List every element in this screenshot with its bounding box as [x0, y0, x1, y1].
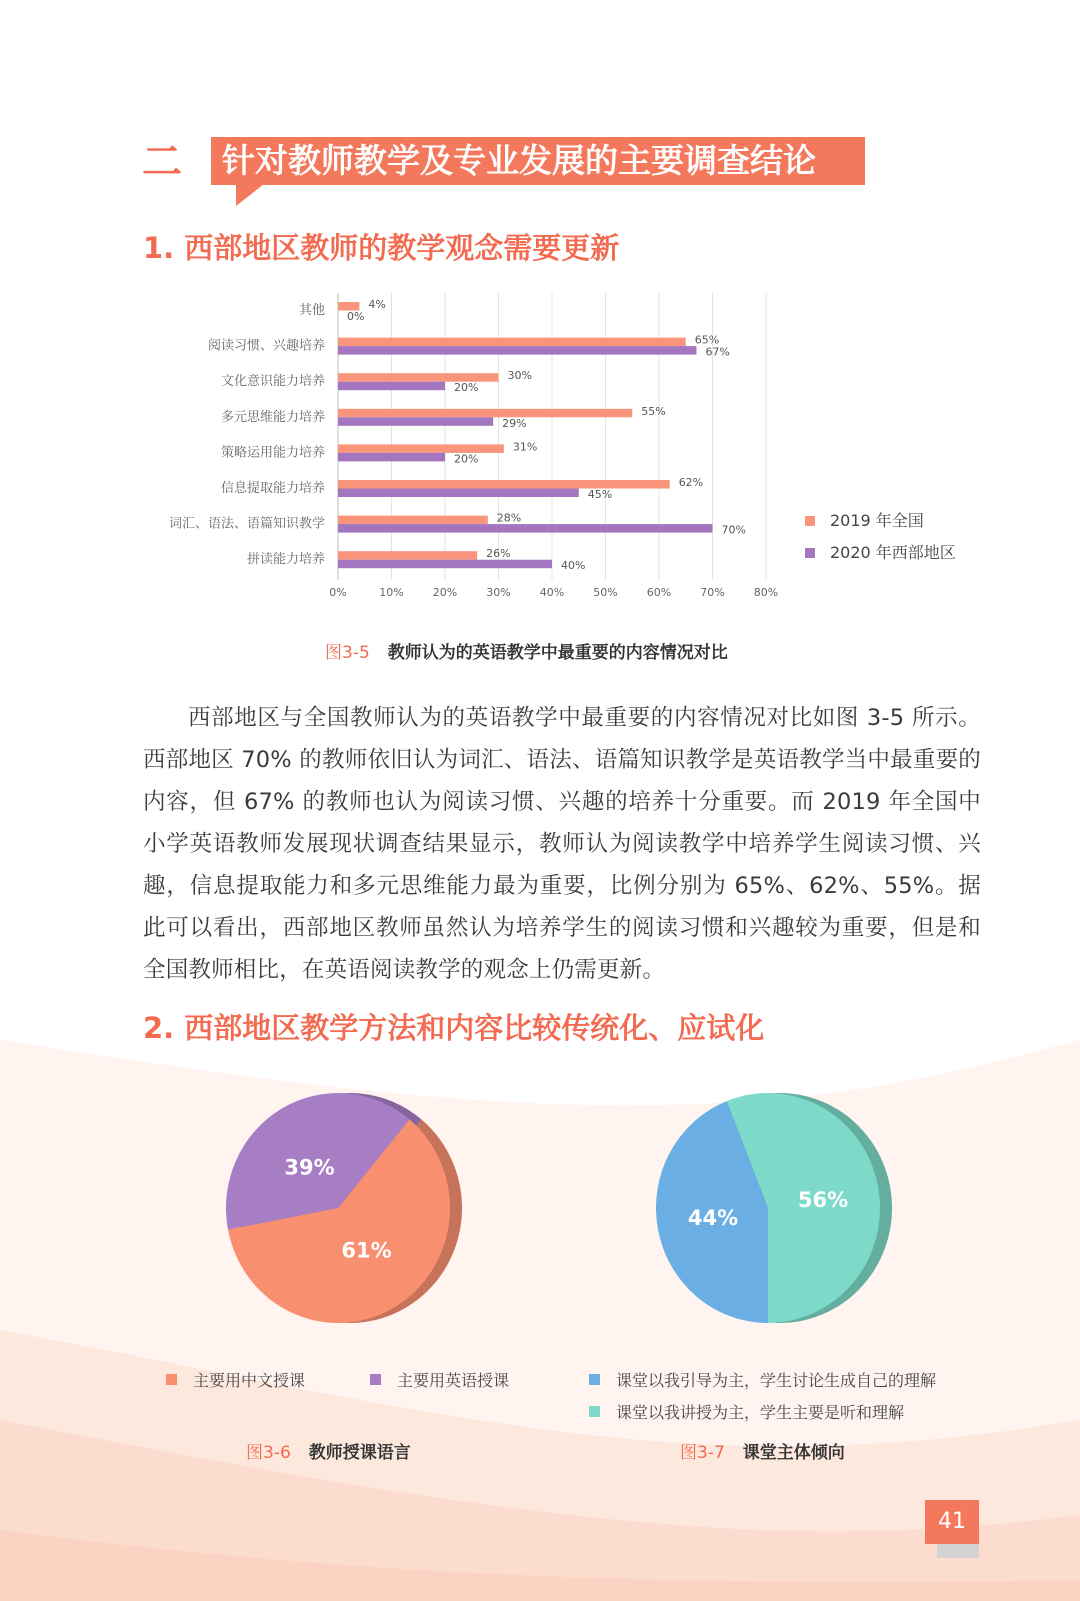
legend-swatch: [166, 1374, 177, 1385]
category-label: 多元思维能力培养: [220, 409, 325, 425]
bar-2020: [338, 489, 579, 498]
bar-2019: [338, 551, 477, 560]
data-label: 67%: [705, 345, 730, 359]
legend-swatch: [589, 1374, 600, 1385]
x-tick-label: 50%: [593, 586, 618, 599]
legend-item-lecture: [589, 1403, 904, 1423]
subsection-title-2: 2. 西部地区教学方法和内容比较传统化、应试化: [143, 1011, 765, 1045]
figure-3-7-caption: [680, 1442, 845, 1464]
category-label: 策略运用能力培养: [220, 445, 325, 461]
bar-2020: [338, 382, 445, 391]
data-label: 45%: [587, 488, 613, 501]
section-banner-tail: [236, 184, 264, 206]
figure-3-6-title: 教师授课语言: [308, 1443, 411, 1463]
legend-label: 主要用英语授课: [397, 1371, 510, 1390]
category-label: 阅读习惯、兴趣培养: [207, 338, 325, 354]
pie-chart-teaching-language: [210, 1080, 470, 1340]
data-label: 62%: [678, 476, 704, 489]
x-tick-label: 40%: [539, 586, 565, 599]
figure-3-7-title: 课堂主体倾向: [742, 1443, 845, 1463]
data-label: 30%: [507, 369, 532, 383]
data-label: 20%: [454, 381, 479, 395]
bar-2020: [338, 417, 493, 426]
bar-2019: [338, 480, 670, 489]
subsection-title-1: 1. 西部地区教师的教学观念需要更新: [143, 231, 620, 265]
bar-chart: [0, 290, 1080, 610]
data-label: 31%: [512, 440, 538, 454]
pie-slice-label: 61%: [341, 1238, 392, 1263]
pie-chart-classroom-subject: [640, 1080, 900, 1340]
data-label: 4%: [368, 298, 386, 311]
category-label: 词汇、语法、语篇知识教学: [168, 516, 325, 532]
legend-item-guide: [589, 1371, 936, 1391]
bar-2019: [338, 516, 488, 525]
figure-3-5-caption: [325, 642, 728, 664]
x-tick-label: 80%: [753, 586, 779, 599]
x-tick-label: 20%: [432, 586, 458, 599]
legend-swatch: [370, 1374, 381, 1385]
data-label: 29%: [502, 416, 527, 430]
legend-swatch: [805, 516, 815, 526]
x-tick-label: 0%: [329, 586, 347, 599]
legend-item-chinese: [166, 1371, 305, 1391]
category-label: 拼读能力培养: [246, 552, 325, 568]
bar-2020: [338, 453, 445, 462]
legend-label: 课堂以我引导为主，学生讨论生成自己的理解: [616, 1371, 937, 1390]
x-tick-label: 60%: [646, 586, 672, 599]
figure-3-5-title: 教师认为的英语教学中最重要的内容情况对比: [387, 643, 728, 663]
legend-swatch: [589, 1406, 600, 1417]
x-tick-label: 70%: [700, 586, 725, 599]
x-tick-label: 30%: [486, 586, 511, 599]
category-label: 信息提取能力培养: [220, 481, 325, 496]
section-number: 二: [142, 139, 182, 185]
data-label: 55%: [641, 404, 666, 418]
page-number-shadow: [937, 1544, 979, 1558]
bar-2019: [338, 338, 686, 347]
page-number: 41: [938, 1509, 966, 1534]
data-label: 70%: [721, 523, 746, 537]
legend-label: 2019 年全国: [830, 511, 924, 530]
category-label: 其他: [298, 303, 325, 318]
pie-slice-label: 39%: [284, 1155, 335, 1180]
legend-label: 2020 年西部地区: [830, 543, 956, 562]
data-label: 20%: [454, 452, 479, 466]
figure-3-6-label: 图3-6: [246, 1443, 291, 1463]
legend-label: 课堂以我讲授为主，学生主要是听和理解: [616, 1403, 905, 1422]
data-label: 26%: [486, 547, 511, 561]
legend-item-english: [370, 1371, 509, 1391]
bar-2020: [338, 346, 696, 355]
legend-label: 主要用中文授课: [193, 1371, 306, 1390]
bar-2019: [338, 444, 504, 453]
data-label: 28%: [496, 511, 522, 525]
data-label: 0%: [347, 310, 365, 323]
figure-3-7-label: 图3-7: [680, 1443, 725, 1463]
pie-slice-label: 56%: [797, 1187, 849, 1212]
bar-2020: [338, 524, 713, 533]
category-label: 文化意识能力培养: [220, 374, 325, 390]
section-title: 针对教师教学及专业发展的主要调查结论: [222, 141, 816, 180]
x-tick-label: 10%: [379, 586, 404, 599]
bar-2019: [338, 409, 632, 418]
data-label: 65%: [694, 333, 720, 347]
data-label: 40%: [561, 559, 586, 573]
bar-2020: [338, 560, 552, 569]
figure-3-5-label: 图3-5: [325, 643, 370, 663]
body-paragraph: 西部地区与全国教师认为的英语教学中最重要的内容情况对比如图 3-5 所示。西部地区 70% 的教师依旧认为词汇、语法、语篇知识教学是英语教学当中最重要的内容，但 67% 的教师也认为阅读习惯、兴趣的培养十分重要。而 2019 年全国中小学英语教师发展现状调查结果显示，教师认为阅读教学中培养学生阅读习惯、兴趣，信息提取能力和多元思维能力最为重要，比例分别为 65%、62%、55%。据此可以看出，西部地区教师虽然认为培养学生的阅读习惯和兴趣较为重要，但是和全国教师相比，在英语阅读教学的观念上仍需更新。: [143, 705, 981, 983]
legend-swatch: [805, 548, 815, 558]
figure-3-6-caption: [246, 1442, 411, 1464]
pie-slice-label: 44%: [687, 1206, 739, 1231]
